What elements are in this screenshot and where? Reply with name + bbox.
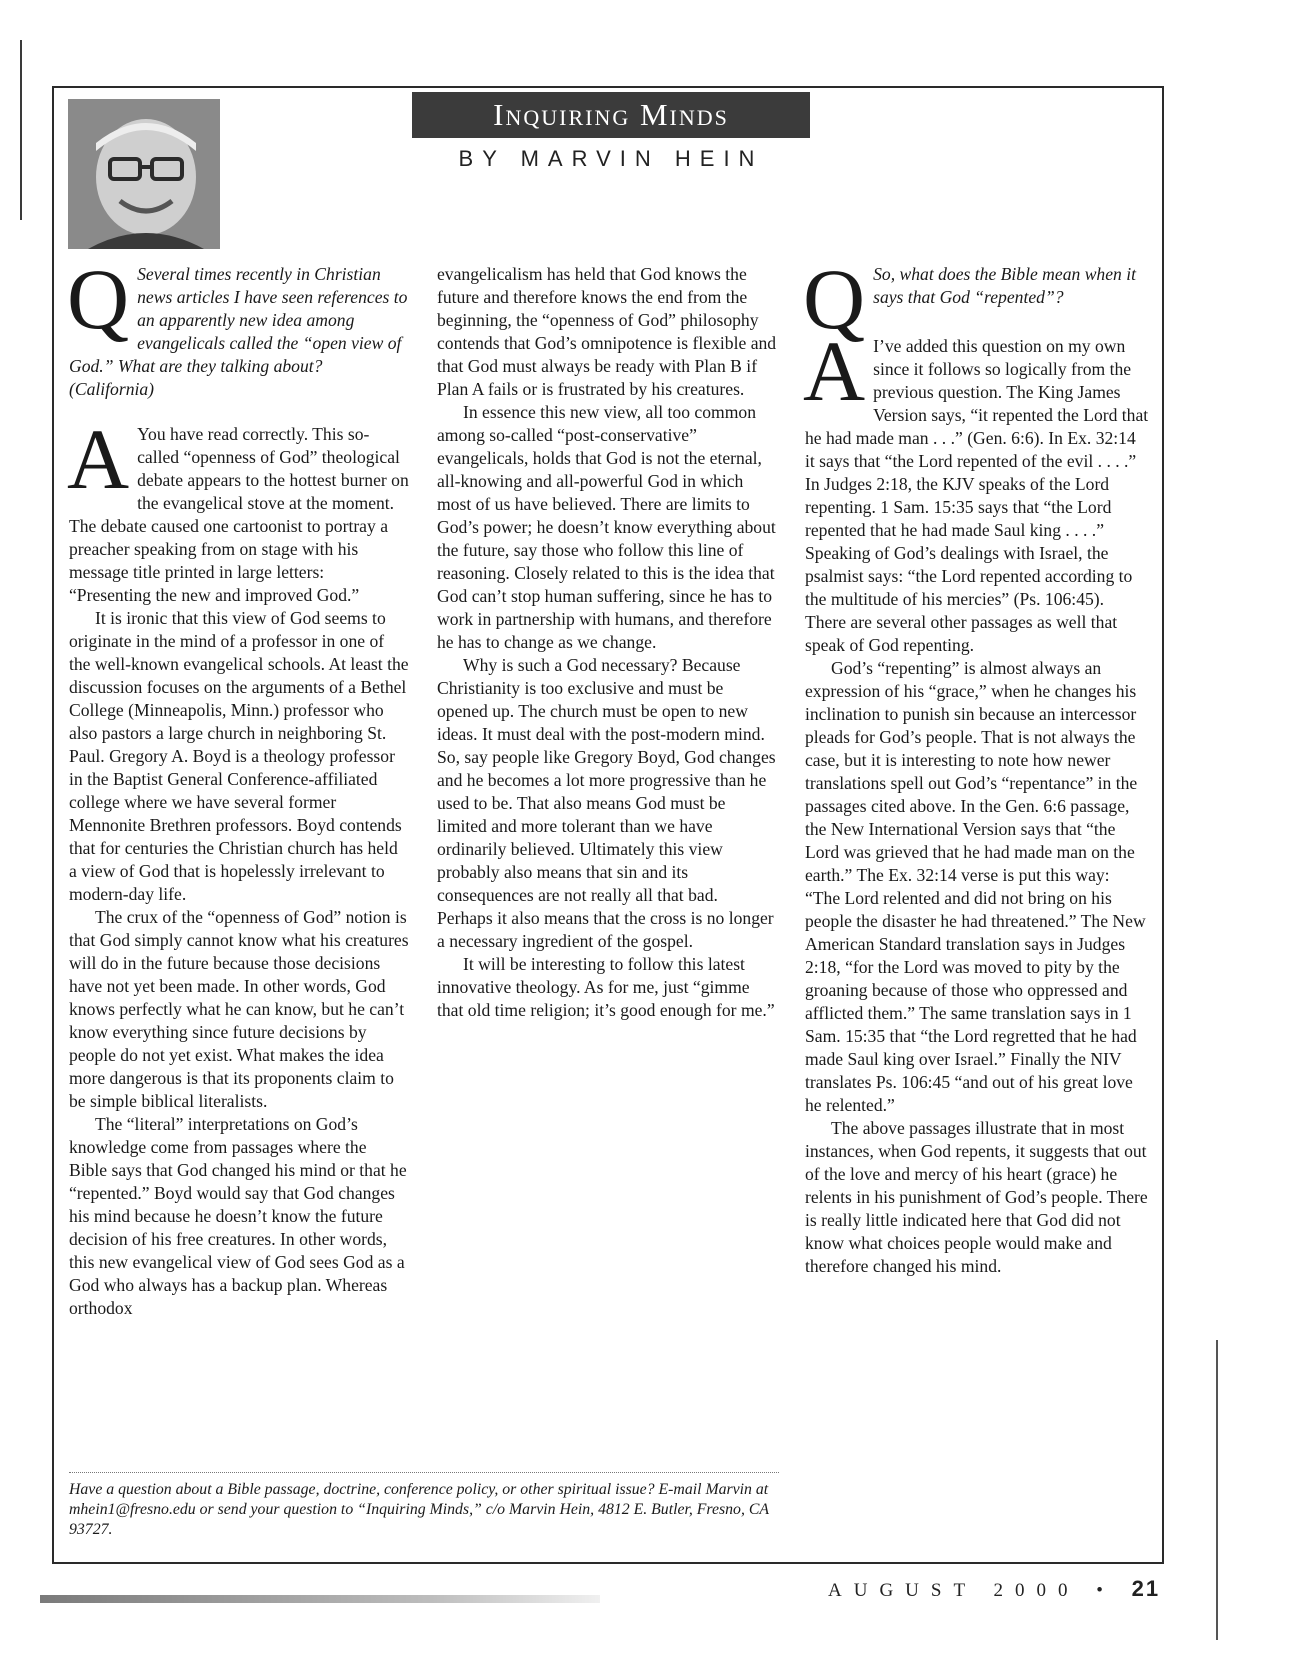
- question-text: So, what does the Bible mean when it says that God “repented”?: [873, 264, 1137, 307]
- answer-paragraph: It will be interesting to follow this latest innovative theology. As for me, just “gimme that old time religion; it’s good enough for me.”: [437, 954, 775, 1020]
- answer-paragraph: Why is such a God necessary? Because Christianity is too exclusive and must be opened up. The church must be open to new ideas. It must deal with the post-modern mind. So, say people like Gregory Boyd, God changes and he becomes a lot more progressive than he used to be. That also means God must be limited and more tolerant than we have ordinarily believed. Ultimately this view probably also means that sin and its consequences are not really all that bad. Perhaps it also means that the cross is no longer a necessary ingredient of the gospel.: [437, 655, 776, 951]
- column-title: Inquiring Minds: [412, 92, 810, 138]
- folio-bullet: •: [1096, 1580, 1115, 1601]
- column-2: [437, 263, 777, 1022]
- answer-paragraph: In essence this new view, all too common among so-called “post-conservative” evangelicals, holds that God is not the eternal, all-knowing and all-powerful God in which most of us have believed. There are limits to God’s power; he doesn’t know everything about the future, say those who follow this line of reasoning. Closely related to this is the idea that God can’t stop human suffering, since he has to work in partnership with humans, and therefore he has to change as we change.: [437, 402, 776, 652]
- question-text: Several times recently in Christian news articles I have seen references to an apparently new idea among evangelicals called the “open view of God.” What are they talking about? (California): [69, 264, 408, 399]
- answer-paragraph: The “literal” interpretations on God’s knowledge come from passages where the Bible says that God changed his mind or that he “repented.” Boyd would say that God changes his mind because he doesn’t know the future decision of his free creatures. In other words, this new evangelical view of God sees God as a God who always has a backup plan. Whereas orthodox: [69, 1114, 407, 1318]
- scan-edge-bar: [40, 1595, 600, 1603]
- answer-paragraph: The above passages illustrate that in most instances, when God repents, it suggests that out of the love and mercy of his heart (grace) he relents in his punishment of God’s people. There is really little indicated here that God did not know what choices people would make and therefore changed his mind.: [805, 1118, 1148, 1276]
- author-portrait-icon: [68, 99, 220, 249]
- answer-2: [803, 323, 1149, 657]
- page-folio: [828, 1576, 1160, 1602]
- answer-paragraph-continued: evangelicalism has held that God knows the future and therefore knows the end from the beginning, the “openness of God” philosophy contends that God’s omnipotence is flexible and that God must always be ready with Plan B if Plan A fails or is frustrated by his creatures.: [437, 264, 777, 399]
- answer-dropcap: A: [67, 411, 130, 507]
- answer-1: [67, 411, 409, 607]
- issue-date: AUGUST 2000: [828, 1580, 1080, 1601]
- footer-divider: [69, 1472, 779, 1473]
- answer-paragraph: God’s “repenting” is almost always an expression of his “grace,” when he changes his inclination to punish sin because an intercessor pleads for God’s people. That is not always the case, but it is interesting to note how newer translations spell out God’s “repentance” in the passages cited above. In the Gen. 6:6 passage, the New International Version says that “the Lord was grieved that he had made man on the earth.” The Ex. 32:14 verse is put this way: “The Lord relented and did not bring on his people the disaster he had threatened.” The New American Standard translation says in Judges 2:18, “for the Lord was moved to pity by the groaning because of those who oppressed and afflicted them.” The same translation says in 1 Sam. 15:35 that “the Lord regretted that he had made Saul king over Israel.” Finally the NIV translates Ps. 106:45 “and out of his great love he relented.”: [805, 658, 1146, 1115]
- answer-paragraph: I’ve added this question on my own since it follows so logically from the previous question. The King James Version says, “it repented the Lord that he had made man . . .” (Gen. 6:6). In Ex. 32:14 it says that “the Lord repented of the evil . . . .” In Judges 2:18, the KJV speaks of the Lord repenting. 1 Sam. 15:35 says that “the Lord repented that he had made Saul king . . . .” Speaking of God’s dealings with Israel, the psalmist says: “the Lord repented according to the multitude of his mercies” (Ps. 106:45). There are several other passages as well that speak of God repenting.: [805, 336, 1149, 655]
- footer-note: Have a question about a Bible passage, doctrine, conference policy, or other spiritual issue? E-mail Marvin at mhein1@fresno.edu or send your question to “Inquiring Minds,” c/o Marvin Hein, 4812 E. Butler, Fresno, CA 93727.: [69, 1481, 769, 1538]
- answer-paragraph: It is ironic that this view of God seems to originate in the mind of a professor in one of the well-known evangelical schools. At least the discussion focuses on the arguments of a Bethel College (Minneapolis, Minn.) professor who also pastors a large church in neighboring St. Paul. Gregory A. Boyd is a theology professor in the Baptist General Conference-affiliated college where we have several former Mennonite Brethren professors. Boyd contends that for centuries the Christian church has held a view of God that is hopelessly irrelevant to modern-day life.: [69, 608, 409, 904]
- answer-paragraph: You have read correctly. This so-called “openness of God” theological debate appears to the hottest burner on the evangelical stove at the moment. The debate caused one cartoonist to portray a preacher speaking from on stage with his message title printed in large letters: “Presenting the new and improved God.”: [69, 424, 409, 605]
- byline: BY MARVIN HEIN: [458, 146, 764, 171]
- question-dropcap: Q: [803, 251, 866, 347]
- scan-edge-line: [20, 40, 22, 220]
- question-2: [803, 251, 1149, 347]
- answer-dropcap: A: [803, 323, 866, 419]
- column-1: [67, 251, 409, 1320]
- question-dropcap: Q: [67, 251, 130, 347]
- scan-edge-line: [1216, 1340, 1218, 1640]
- page-number: 21: [1131, 1576, 1161, 1601]
- question-1: [67, 251, 409, 401]
- answer-paragraph: The crux of the “openness of God” notion is that God simply cannot know what his creatures will do in the future because those decisions have not yet been made. In other words, God knows perfectly what he can know, but he can’t know everything since future decisions by people do not yet exist. What makes the idea more dangerous is that its proponents claim to be simple biblical literalists.: [69, 907, 409, 1111]
- column-3: [803, 251, 1149, 1278]
